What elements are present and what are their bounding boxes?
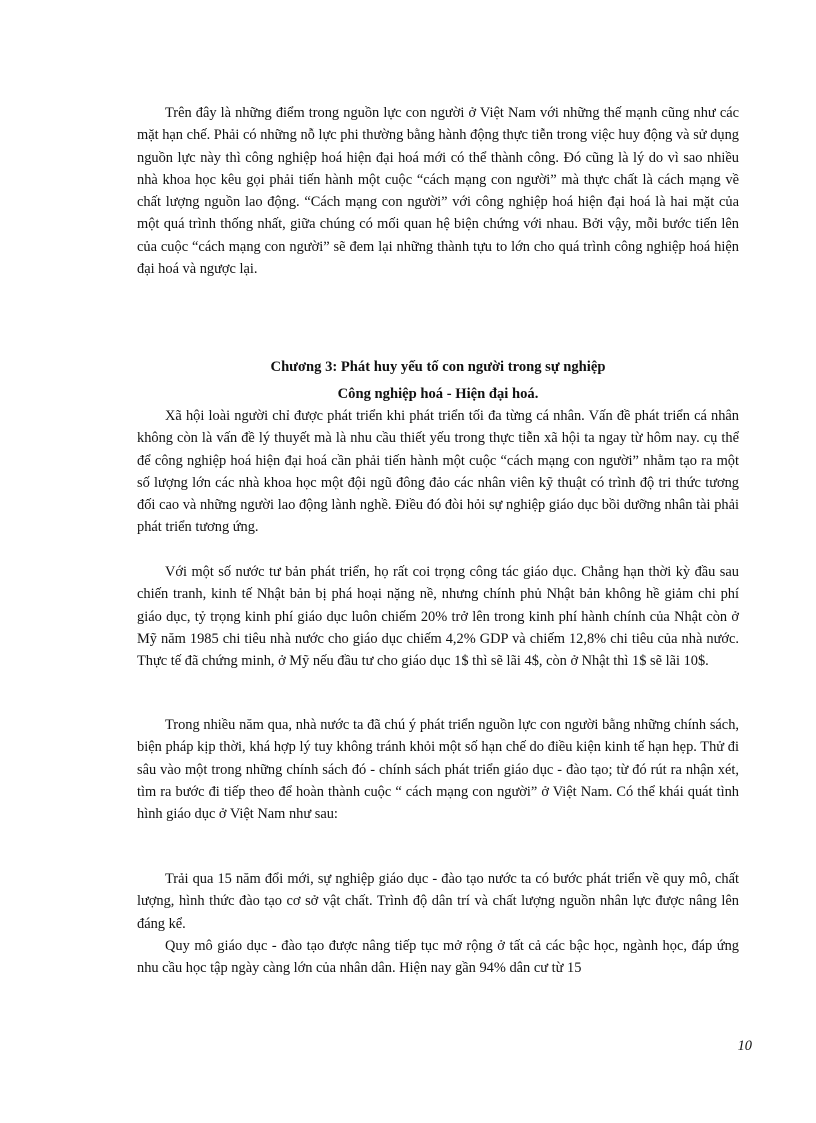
- page-number: 10: [737, 1038, 752, 1054]
- document-body-section-4: [137, 868, 739, 935]
- paragraph: Trong nhiều năm qua, nhà nước ta đã chú ý phát triển nguồn lực con người bằng những chính sách, biện pháp kịp thời, khá hợp lý tuy không tránh khỏi một số hạn chế do điều kiện kinh tế hạn hẹp. Thử đi sâu vào một trong những chính sách đó - chính sách phát triển giáo dục - đào tạo; từ đó rút ra nhận xét, tìm ra bước đi tiếp theo để hoàn thành cuộc “ cách mạng con người” ở Việt Nam. Có thể khái quát tình hình giáo dục ở Việt Nam như sau:: [137, 717, 739, 823]
- paragraph: Xã hội loài người chỉ được phát triển khi phát triển tối đa từng cá nhân. Vấn đề phát triển cá nhân không còn là vấn đề lý thuyết mà là nhu cầu thiết yếu trong thực tiễn xã hội ta ngay từ hôm nay. cụ thể để công nghiệp hoá hiện đại hoá cần phải tiến hành một cuộc “cách mạng con người” nhằm tạo ra một số lượng lớn các nhà khoa học một đội ngũ đông đảo các nhân viên kỹ thuật có trình độ tri thức tương đối cao và những người lao động lành nghề. Điều đó đòi hỏi sự nghiệp giáo dục bồi dưỡng nhân tài phải phát triển tương ứng.: [137, 408, 739, 536]
- paragraph: Quy mô giáo dục - đào tạo được nâng tiếp tục mở rộng ở tất cả các bậc học, ngành học, đáp ứng nhu cầu học tập ngày càng lớn của nhân dân. Hiện nay gần 94% dân cư từ 15: [137, 938, 739, 977]
- document-body-section-5: [137, 935, 739, 980]
- paragraph: Với một số nước tư bản phát triển, họ rất coi trọng công tác giáo dục. Chẳng hạn thời kỳ đầu sau chiến tranh, kinh tế Nhật bản bị phá hoại nặng nề, nhưng chính phủ Nhật bản không hề giảm chi phí giáo dục, tỷ trọng kinh phí giáo dục luôn chiếm 20% trở lên trong kinh phí hành chính của Nhật còn ở Mỹ năm 1985 chi tiêu nhà nước cho giáo dục chiếm 4,2% GDP và chiếm 12,8% chi tiêu của nhà nước. Thực tế đã chứng minh, ở Mỹ nếu đầu tư cho giáo dục 1$ thì sẽ lãi 4$, còn ở Nhật thì 1$ sẽ lãi 10$.: [137, 564, 739, 670]
- document-body-section-2: [137, 561, 739, 672]
- document-body-intro: [137, 102, 739, 280]
- chapter-heading-line-2: Công nghiệp hoá - Hiện đại hoá.: [337, 386, 539, 402]
- document-body-section-3: [137, 714, 739, 825]
- paragraph: Trải qua 15 năm đổi mới, sự nghiệp giáo dục - đào tạo nước ta có bước phát triển về quy mô, chất lượng, hình thức đào tạo cơ sở vật chất. Trình độ dân trí và chất lượng nguồn nhân lực được nâng lên đáng kể.: [137, 871, 739, 932]
- paragraph-intro: Trên đây là những điểm trong nguồn lực con người ở Việt Nam với những thế mạnh cũng như các mặt hạn chế. Phải có những nỗ lực phi thường bằng hành động thực tiễn trong việc huy động và sử dụng nguồn lực này thì công nghiệp hoá hiện đại hoá mới có thể thành công. Đó cũng là lý do vì sao nhiều nhà khoa học kêu gọi phải tiến hành một cuộc “cách mạng con người” mà thực chất là cách mạng về chất lượng nguồn lao động. “Cách mạng con người” với công nghiệp hoá hiện đại hoá là hai mặt của một quá trình thống nhất, giữa chúng có mối quan hệ biện chứng với nhau. Bởi vậy, mỗi bước tiến lên của cuộc “cách mạng con người” sẽ đem lại những thành tựu to lớn cho quá trình công nghiệp hoá hiện đại hoá và ngược lại.: [137, 105, 739, 278]
- document-body-section-1: [137, 405, 739, 539]
- chapter-heading-line-1: Chương 3: Phát huy yếu tố con người trong sự nghiệp: [270, 359, 606, 375]
